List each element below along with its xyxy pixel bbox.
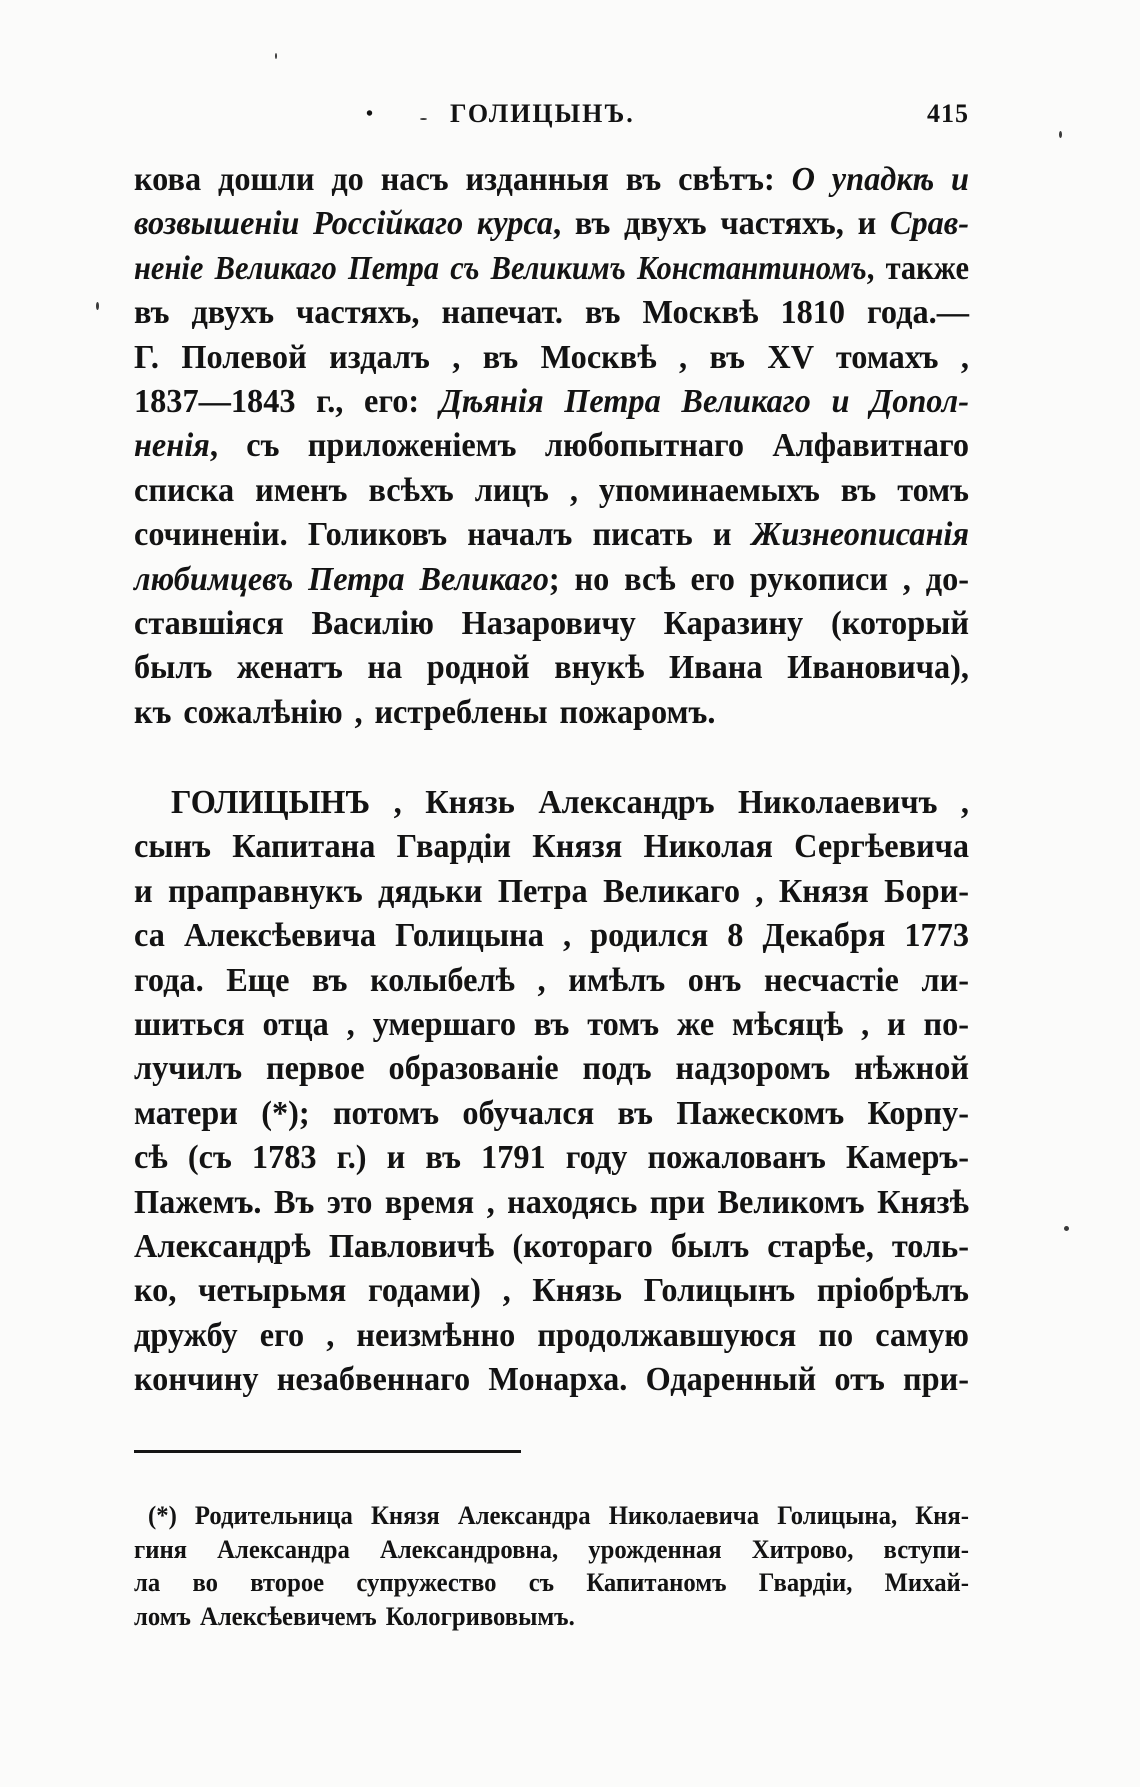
text-run: списка именъ всѣхъ лицъ , упоминаемыхъ въ томъ xyxy=(134,471,970,509)
text-line xyxy=(134,1499,969,1533)
ornament-dot: • xyxy=(366,103,374,125)
italic-text: О упадкѣ и xyxy=(791,161,969,198)
text-line-content xyxy=(134,380,969,424)
paragraph-continued xyxy=(134,158,969,735)
text-line xyxy=(134,825,969,869)
text-line xyxy=(134,380,969,424)
text-line xyxy=(134,1600,969,1634)
text-line xyxy=(134,202,969,246)
scan-speck xyxy=(1064,1226,1069,1231)
text-line xyxy=(134,424,969,468)
text-run: са Алексѣевича Голицына , родился 8 Декабря 1773 xyxy=(134,917,970,955)
italic-text: ненія xyxy=(134,427,210,465)
paragraph-golitsyn-entry xyxy=(134,781,969,1402)
text-run: , въ двухъ частяхъ, и xyxy=(552,205,890,243)
text-run: къ сожалѣнію , истреблены пожаромъ. xyxy=(134,693,716,731)
text-line xyxy=(134,1533,969,1567)
text-line-content xyxy=(134,1269,969,1313)
text-line-content xyxy=(134,870,969,914)
text-line xyxy=(134,291,969,335)
text-line-content xyxy=(134,247,969,291)
text-line-content xyxy=(134,959,969,1003)
text-line xyxy=(134,247,969,291)
text-line-content xyxy=(148,1499,969,1533)
text-line-content xyxy=(134,825,969,869)
text-line xyxy=(134,870,969,914)
text-run: ГОЛИЦЫНЪ , Князь Александръ Николаевичъ , xyxy=(171,784,969,821)
footnote-rule xyxy=(134,1450,521,1453)
text-line-content xyxy=(134,558,969,602)
text-line-content xyxy=(134,914,969,958)
text-run: , также xyxy=(866,249,969,287)
text-run: Г. Полевой издалъ , въ Москвѣ , въ XV томахъ , xyxy=(134,338,970,376)
page-number: 415 xyxy=(927,99,969,128)
text-line xyxy=(134,959,969,1003)
text-run: года. Еще въ колыбелѣ , имѣлъ онъ несчастіе ли- xyxy=(134,961,969,999)
text-line xyxy=(134,781,969,825)
text-run: лучилъ первое образованіе подъ надзоромъ нѣжной xyxy=(134,1050,970,1088)
text-line xyxy=(134,602,969,646)
text-run: ко, четырьмя годами) , Князь Голицынъ пріобрѣлъ xyxy=(134,1272,970,1310)
text-line-content xyxy=(134,1092,969,1136)
text-run: ла во второе супружество съ Капитаномъ Гвардіи, Михай- xyxy=(134,1568,970,1598)
text-line xyxy=(134,1314,969,1358)
text-line-content xyxy=(134,158,969,202)
italic-text: Дѣянія Петра Великаго и Допол- xyxy=(439,382,969,420)
text-run: сѣ (съ 1783 г.) и въ 1791 году пожалованъ Камеръ- xyxy=(134,1139,970,1177)
text-run: 1837—1843 г., его: xyxy=(134,382,440,420)
text-line-content xyxy=(134,1600,575,1634)
text-line xyxy=(134,914,969,958)
scan-speck xyxy=(275,53,277,59)
text-run: дружбу его , неизмѣнно продолжавшуюся по самую xyxy=(134,1316,969,1354)
text-run: сочиненіи. Голиковъ началъ писать и xyxy=(134,516,752,554)
text-line xyxy=(134,691,969,735)
scan-speck xyxy=(1059,131,1062,138)
text-line xyxy=(134,158,969,202)
italic-text: неніе Великаго Петра съ Великимъ Константиномъ xyxy=(134,249,867,287)
running-head xyxy=(134,96,969,132)
text-line-content xyxy=(134,1358,969,1402)
text-line xyxy=(134,469,969,513)
text-line xyxy=(134,558,969,602)
text-run: и праправнукъ дядьки Петра Великаго , Князя Бори- xyxy=(134,872,969,910)
text-run: былъ женатъ на родной внукѣ Ивана Ивановича), xyxy=(134,649,970,687)
text-run: гиня Александра Александровна, урожденная Хитрово, вступи- xyxy=(134,1534,970,1564)
text-run: ломъ Алексѣевичемъ Кологривовымъ. xyxy=(134,1602,575,1632)
text-line-content xyxy=(134,469,969,513)
italic-text: Срав- xyxy=(889,205,970,243)
text-line-content xyxy=(134,1314,969,1358)
text-line-content xyxy=(171,781,969,825)
scan-speck xyxy=(420,118,427,120)
text-line xyxy=(134,1225,969,1269)
text-line-content xyxy=(134,602,969,646)
text-line xyxy=(134,646,969,690)
scan-speck xyxy=(96,302,99,310)
text-run: сынъ Капитана Гвардіи Князя Николая Сергѣевича xyxy=(134,828,970,866)
text-line-content xyxy=(134,1566,969,1600)
text-line xyxy=(134,513,969,557)
text-line-content xyxy=(134,691,715,735)
text-line xyxy=(134,336,969,380)
text-run: , съ приложеніемъ любопытнаго Алфавитнаго xyxy=(209,427,969,465)
text-line xyxy=(134,1269,969,1313)
text-line-content xyxy=(134,291,969,335)
text-line-content xyxy=(134,424,969,468)
text-line-content xyxy=(134,1533,969,1567)
text-line-content xyxy=(134,1047,969,1091)
text-line xyxy=(134,1181,969,1225)
text-run: Александрѣ Павловичѣ (котораго былъ старѣе, толь- xyxy=(134,1227,970,1265)
footnote xyxy=(134,1499,969,1634)
text-line-content xyxy=(134,1181,969,1225)
text-line-content xyxy=(134,1003,969,1047)
italic-text: возвышеніи Россійкаго курса xyxy=(134,205,553,243)
text-line-content xyxy=(134,513,969,557)
text-line xyxy=(134,1358,969,1402)
text-line xyxy=(134,1136,969,1180)
running-head-title: ГОЛИЦЫНЪ. xyxy=(450,99,635,128)
text-line xyxy=(134,1047,969,1091)
text-line-content xyxy=(134,336,969,380)
text-run: кова дошли до насъ изданныя въ свѣтъ: xyxy=(134,161,792,198)
text-line xyxy=(134,1566,969,1600)
italic-text: любимцевъ Петра Великаго xyxy=(134,560,549,598)
text-run: ставшіяся Василію Назаровичу Каразину (который xyxy=(134,604,970,642)
text-run: шиться отца , умершаго въ томъ же мѣсяцѣ , и по- xyxy=(134,1005,970,1043)
text-run: матери (*); потомъ обучался въ Пажескомъ Корпу- xyxy=(134,1094,969,1132)
text-line xyxy=(134,1003,969,1047)
text-run: Пажемъ. Въ это время , находясь при Великомъ Князѣ xyxy=(134,1183,970,1221)
text-line-content xyxy=(134,646,969,690)
text-run: (*) Родительница Князя Александра Николаевича Голицына, Кня- xyxy=(148,1501,970,1530)
text-line-content xyxy=(134,1225,969,1269)
text-run: ; но всѣ его рукописи , до- xyxy=(548,560,970,598)
text-line-content xyxy=(134,1136,969,1180)
text-run: кончину незабвеннаго Монарха. Одаренный отъ при- xyxy=(134,1361,969,1399)
italic-text: Жизнеописанія xyxy=(751,516,970,554)
text-line-content xyxy=(134,202,969,246)
text-run: въ двухъ частяхъ, напечат. въ Москвѣ 1810 года.— xyxy=(134,294,970,332)
text-line xyxy=(134,1092,969,1136)
